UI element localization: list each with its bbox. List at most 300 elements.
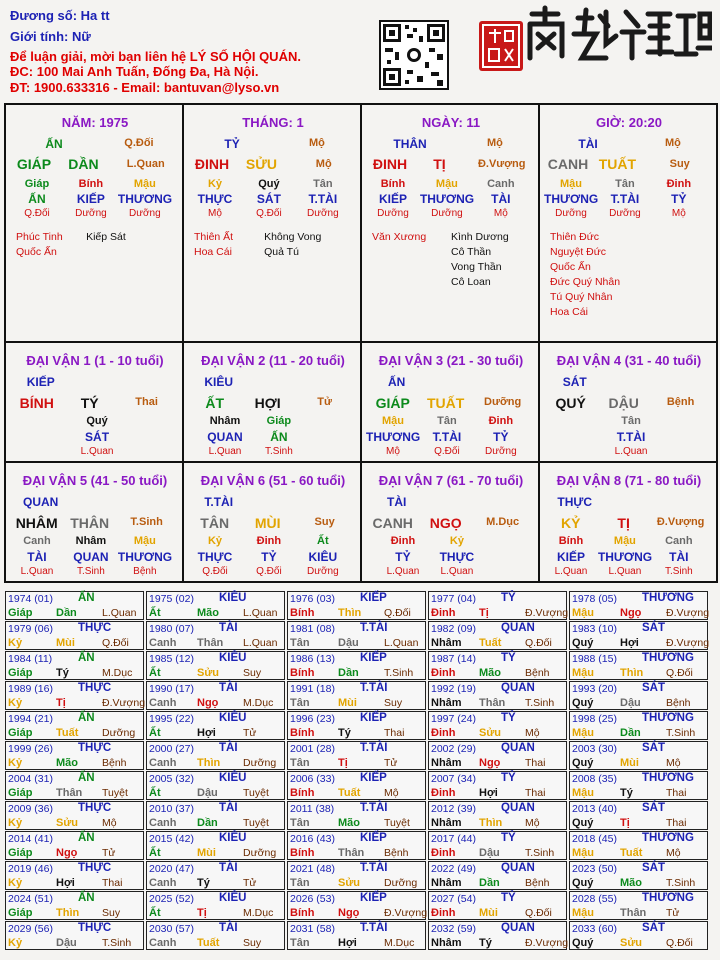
dai-van-hidden-god: THỰC [439, 550, 475, 564]
year-label: 2030 (57) [149, 923, 194, 935]
year-ten-god: KIÊU [219, 832, 247, 844]
year-stem: Kỷ [8, 877, 23, 889]
year-label: 1984 (11) [8, 653, 53, 665]
year-label: 2024 (51) [8, 893, 53, 905]
year-cell [428, 891, 567, 920]
year-state: M.Dục [102, 667, 133, 679]
year-label: 2021 (48) [290, 863, 335, 875]
star-auspicious: Phúc Tinh [16, 231, 63, 243]
year-ten-god: THỰC [78, 622, 112, 634]
year-branch: Ngọ [479, 757, 501, 769]
pillar-cell [4, 103, 184, 343]
year-cell [146, 651, 285, 680]
year-state: Dưỡng [102, 727, 136, 739]
dai-van-state: Tử [317, 396, 332, 408]
year-state: Thai [525, 757, 546, 769]
dai-van-stem: NHÂM [15, 515, 58, 531]
hidden-ten-god: T.TÀI [610, 192, 640, 206]
dai-van-hidden-god: TỶ [395, 550, 411, 564]
dai-van-state: Thai [135, 396, 158, 408]
dai-van-hidden-god: THƯƠNG [597, 550, 653, 564]
year-state: Q.Đối [384, 607, 411, 619]
year-ten-god: THƯƠNG [642, 712, 694, 724]
year-state: Mộ [525, 817, 540, 829]
year-ten-god: KIẾP [360, 592, 387, 604]
dai-van-ten-god: KIÊU [204, 375, 234, 389]
contact-line: Để luận giải, mời bạn liên hệ LÝ SỐ HỘI QUÁN. [10, 49, 301, 64]
year-label: 1995 (22) [149, 713, 194, 725]
dai-van-hidden-state: Dưỡng [307, 566, 339, 577]
dai-van-title: ĐẠI VẬN 7 (61 - 70 tuổi) [378, 473, 524, 488]
year-cell [428, 621, 567, 650]
year-cell [5, 861, 144, 890]
year-state: Bệnh [525, 667, 550, 679]
pillar-cell [538, 103, 718, 343]
year-branch: Mão [56, 757, 78, 769]
year-branch: Dậu [479, 847, 500, 859]
year-state: Đ.Vượng [666, 607, 710, 619]
year-branch: Tị [620, 817, 630, 829]
hidden-ten-god: THƯƠNG [419, 192, 475, 206]
year-stem: Ất [149, 787, 161, 799]
year-cell [5, 591, 144, 620]
hidden-ten-god: THƯƠNG [117, 192, 173, 206]
dai-van-hidden-stem: Mậu [133, 535, 156, 547]
year-cell [5, 771, 144, 800]
year-label: 2027 (54) [431, 893, 476, 905]
dai-van-state: Dưỡng [484, 396, 522, 408]
dai-van-hidden-state: Q.Đối [434, 446, 460, 457]
year-stem: Mậu [572, 607, 594, 619]
year-ten-god: KIẾP [360, 832, 387, 844]
year-ten-god: ẤN [78, 772, 95, 784]
year-state: L.Quan [243, 637, 278, 649]
year-stem: Ất [149, 667, 161, 679]
dai-van-branch: DẬU [608, 395, 639, 411]
star-inauspicious: Cô Thần [451, 246, 492, 258]
year-ten-god: T.TÀI [360, 922, 388, 934]
year-branch: Thìn [620, 667, 644, 679]
year-state: Mộ [666, 847, 681, 859]
year-branch: Dậu [338, 637, 359, 649]
year-ten-god: TỶ [501, 712, 516, 724]
dai-van-hidden-state: Q.Đối [202, 566, 228, 577]
owner-name: Đương số: Ha tt [10, 8, 110, 23]
year-cell [5, 621, 144, 650]
hidden-state: Dưỡng [75, 208, 107, 219]
year-state: M.Dục [243, 697, 274, 709]
dai-van-cell [182, 341, 362, 463]
year-label: 2008 (35) [572, 773, 617, 785]
year-stem: Giáp [8, 907, 33, 919]
dai-van-hidden-state: L.Quan [80, 446, 114, 457]
year-cell [428, 741, 567, 770]
dai-van-state: Bệnh [666, 396, 695, 408]
year-cell [287, 831, 426, 860]
year-label: 2004 (31) [8, 773, 53, 785]
year-label: 1996 (23) [290, 713, 335, 725]
hidden-state: Dưỡng [129, 208, 161, 219]
year-ten-god: KIÊU [219, 592, 247, 604]
year-stem: Quý [572, 697, 594, 709]
hidden-state: Dưỡng [307, 208, 339, 219]
year-cell [146, 621, 285, 650]
pillar-stem-state: Mộ [664, 137, 681, 149]
hidden-stem: Bính [380, 178, 406, 190]
year-branch: Tuất [197, 937, 220, 949]
year-state: Thai [102, 877, 123, 889]
year-stem: Kỷ [8, 937, 23, 949]
year-stem: Bính [290, 667, 315, 679]
year-state: Suy [243, 667, 262, 679]
year-ten-god: TỶ [501, 592, 516, 604]
year-label: 2015 (42) [149, 833, 194, 845]
year-ten-god: THƯƠNG [642, 592, 694, 604]
year-stem: Tân [290, 697, 310, 709]
dai-van-hidden-stem: Nhâm [209, 415, 241, 427]
year-ten-god: ẤN [78, 892, 95, 904]
hidden-state: Dưỡng [377, 208, 409, 219]
year-state: M.Dục [384, 937, 415, 949]
year-stem: Tân [290, 937, 310, 949]
year-branch: Dần [338, 667, 359, 679]
year-label: 2014 (41) [8, 833, 53, 845]
year-state: Mộ [525, 727, 540, 739]
pillar-title: NĂM: 1975 [61, 115, 129, 130]
year-state: Thai [666, 787, 687, 799]
year-stem: Nhâm [431, 697, 462, 709]
year-label: 1983 (10) [572, 623, 617, 635]
dai-van-hidden-state: L.Quan [614, 446, 648, 457]
year-state: Q.Đối [525, 907, 552, 919]
year-label: 2025 (52) [149, 893, 194, 905]
hidden-ten-god: T.TÀI [308, 192, 338, 206]
dai-van-title: ĐẠI VẬN 6 (51 - 60 tuổi) [200, 473, 346, 488]
year-cell [146, 831, 285, 860]
year-state: Bệnh [666, 697, 691, 709]
dai-van-stem: ẤT [205, 395, 225, 411]
year-stem: Đinh [431, 787, 456, 799]
year-branch: Tý [479, 937, 492, 949]
year-label: 2016 (43) [290, 833, 335, 845]
star-auspicious: Thiên Ất [194, 231, 234, 243]
year-label: 2029 (56) [8, 923, 53, 935]
year-label: 2003 (30) [572, 743, 617, 755]
pillar-cell [360, 103, 540, 343]
year-cell [5, 891, 144, 920]
star-auspicious: Hoa Cái [550, 306, 588, 318]
year-label: 2001 (28) [290, 743, 335, 755]
year-ten-god: TÀI [219, 802, 238, 814]
year-cell [569, 681, 708, 710]
dai-van-cell [538, 341, 718, 463]
year-state: Đ.Vượng [525, 937, 569, 949]
pillar-ten-god: ẤN [45, 137, 63, 151]
dai-van-hidden-state: Mộ [386, 446, 400, 457]
dai-van-hidden-stem: Giáp [266, 415, 292, 427]
pillar-stem-state: Mộ [308, 137, 325, 149]
year-state: Tử [243, 877, 257, 889]
year-branch: Hợi [620, 637, 639, 649]
year-state: Tuyệt [102, 787, 128, 799]
pillar-heavenly-stem: CANH [547, 156, 589, 172]
star-inauspicious: Cô Loan [451, 276, 491, 288]
pillar-heavenly-stem: GIÁP [16, 156, 52, 172]
year-branch: Tị [338, 757, 348, 769]
year-label: 2033 (60) [572, 923, 617, 935]
year-state: Q.Đối [666, 937, 693, 949]
dai-van-hidden-stem: Mậu [613, 535, 636, 547]
hidden-ten-god: TÀI [491, 192, 511, 206]
year-ten-god: THƯƠNG [642, 832, 694, 844]
year-cell [428, 681, 567, 710]
year-branch: Tý [338, 727, 351, 739]
dai-van-stem: KỶ [560, 515, 581, 531]
year-cell [428, 801, 567, 830]
year-cell [146, 891, 285, 920]
hidden-stem: Mậu [435, 178, 458, 190]
year-stem: Đinh [431, 847, 456, 859]
year-stem: Quý [572, 817, 594, 829]
dai-van-title: ĐẠI VẬN 2 (11 - 20 tuổi) [201, 353, 345, 368]
year-branch: Thân [197, 637, 224, 649]
dai-van-hidden-god: THỰC [197, 550, 233, 564]
year-branch: Tý [197, 877, 210, 889]
year-cell [287, 651, 426, 680]
brand-logo-icon [522, 4, 712, 64]
year-stem: Đinh [431, 607, 456, 619]
hidden-stem: Giáp [24, 178, 50, 190]
hidden-stem: Tân [313, 178, 333, 190]
dai-van-hidden-state: L.Quan [608, 566, 642, 577]
year-stem: Bính [290, 847, 315, 859]
year-stem: Ất [149, 607, 161, 619]
year-stem: Kỷ [8, 817, 23, 829]
year-label: 1992 (19) [431, 683, 476, 695]
dai-van-branch: THÂN [70, 515, 110, 531]
year-stem: Giáp [8, 787, 33, 799]
year-branch: Dậu [620, 697, 641, 709]
year-cell [146, 801, 285, 830]
year-ten-god: TÀI [219, 922, 238, 934]
year-stem: Tân [290, 817, 310, 829]
hidden-state: Q.Đối [24, 208, 50, 219]
year-cell [428, 831, 567, 860]
year-stem: Tân [290, 637, 310, 649]
year-ten-god: TỶ [501, 772, 516, 784]
hidden-stem: Mậu [559, 178, 582, 190]
hidden-stem: Quý [258, 178, 280, 190]
year-state: Đ.Vượng [525, 607, 569, 619]
year-branch: Ngọ [56, 847, 78, 859]
hidden-ten-god: SÁT [256, 192, 281, 206]
year-branch: Dần [620, 727, 641, 739]
year-ten-god: T.TÀI [360, 862, 388, 874]
year-branch: Mùi [56, 637, 75, 649]
year-state: Đ.Vượng [102, 697, 146, 709]
address-line: ĐC: 100 Mai Anh Tuấn, Đống Đa, Hà Nội. [10, 64, 259, 79]
star-auspicious: Thiên Đức [550, 231, 600, 243]
year-ten-god: SÁT [642, 922, 665, 934]
dai-van-hidden-state: Q.Đối [256, 566, 282, 577]
star-auspicious: Đức Quý Nhân [550, 276, 621, 288]
year-cell [5, 801, 144, 830]
year-stem: Bính [290, 907, 315, 919]
pillar-earthly-branch: DẦN [68, 156, 99, 172]
dai-van-hidden-god: TỶ [261, 550, 277, 564]
year-stem: Bính [290, 727, 315, 739]
dai-van-hidden-state: L.Quan [554, 566, 588, 577]
star-auspicious: Văn Xương [372, 231, 427, 243]
dai-van-ten-god: QUAN [23, 495, 59, 509]
year-label: 1989 (16) [8, 683, 53, 695]
year-label: 2002 (29) [431, 743, 476, 755]
year-ten-god: KIẾP [360, 892, 387, 904]
year-state: Thai [525, 787, 546, 799]
pillar-heavenly-stem: ĐINH [194, 156, 230, 172]
dai-van-hidden-stem: Quý [86, 415, 108, 427]
hidden-stem: Kỷ [207, 178, 222, 190]
star-inauspicious: Quả Tú [264, 246, 299, 258]
year-label: 2009 (36) [8, 803, 53, 815]
star-inauspicious: Không Vong [264, 231, 322, 243]
year-branch: Dần [197, 817, 218, 829]
year-ten-god: ẤN [78, 592, 95, 604]
year-branch: Sửu [197, 667, 220, 679]
phone-email-line: ĐT: 1900.633316 - Email: bantuvan@lyso.vn [10, 80, 280, 95]
dai-van-hidden-god: TÀI [669, 550, 689, 564]
year-ten-god: QUAN [501, 922, 535, 934]
year-label: 2028 (55) [572, 893, 617, 905]
hidden-stem: Tân [615, 178, 635, 190]
year-stem: Giáp [8, 727, 33, 739]
year-cell [5, 831, 144, 860]
dai-van-cell [4, 341, 184, 463]
year-cell [569, 741, 708, 770]
year-cell [569, 711, 708, 740]
pillar-title: NGÀY: 11 [421, 115, 481, 130]
year-stem: Giáp [8, 667, 33, 679]
dai-van-stem: TÂN [200, 515, 230, 531]
year-stem: Tân [290, 757, 310, 769]
dai-van-branch: NGỌ [429, 515, 462, 531]
year-ten-god: QUAN [501, 802, 535, 814]
hidden-stem: Bính [78, 178, 104, 190]
dai-van-hidden-god: SÁT [85, 430, 110, 444]
dai-van-hidden-god: QUAN [207, 430, 243, 444]
dai-van-state: Đ.Vượng [656, 516, 705, 528]
pillar-ten-god: THÂN [393, 137, 427, 151]
year-branch: Mùi [338, 697, 357, 709]
year-ten-god: SÁT [642, 682, 665, 694]
qr-code-icon [379, 20, 449, 90]
year-ten-god: T.TÀI [360, 622, 388, 634]
year-label: 2012 (39) [431, 803, 476, 815]
dai-van-hidden-stem: Đinh [488, 415, 514, 427]
year-label: 1986 (13) [290, 653, 335, 665]
pillar-branch-state: Mộ [315, 158, 332, 170]
year-ten-god: SÁT [642, 742, 665, 754]
year-branch: Hợi [56, 877, 75, 889]
dai-van-cell [182, 461, 362, 583]
year-label: 1979 (06) [8, 623, 53, 635]
dai-van-hidden-god: TÀI [27, 550, 47, 564]
year-cell [569, 771, 708, 800]
year-stem: Đinh [431, 667, 456, 679]
year-ten-god: TÀI [219, 622, 238, 634]
dai-van-branch: MÙI [254, 515, 281, 531]
year-state: Mộ [384, 787, 399, 799]
year-label: 1993 (20) [572, 683, 617, 695]
dai-van-hidden-stem: Canh [665, 535, 693, 547]
year-stem: Quý [572, 637, 594, 649]
year-label: 1974 (01) [8, 593, 53, 605]
year-ten-god: SÁT [642, 622, 665, 634]
year-stem: Mậu [572, 907, 594, 919]
dai-van-hidden-stem: Canh [23, 535, 51, 547]
year-label: 2017 (44) [431, 833, 476, 845]
year-ten-god: THƯƠNG [642, 772, 694, 784]
year-branch: Thân [620, 907, 647, 919]
hidden-state: Mộ [493, 208, 508, 219]
year-cell [569, 801, 708, 830]
year-ten-god: QUAN [501, 622, 535, 634]
year-branch: Tuất [620, 847, 643, 859]
dai-van-stem: CANH [372, 515, 413, 531]
year-branch: Thìn [479, 817, 503, 829]
year-ten-god: THỰC [78, 862, 112, 874]
year-state: Bệnh [384, 847, 409, 859]
year-cell [569, 651, 708, 680]
year-stem: Canh [149, 697, 177, 709]
year-stem: Mậu [572, 847, 594, 859]
year-stem: Mậu [572, 727, 594, 739]
year-stem: Canh [149, 877, 177, 889]
year-stem: Đinh [431, 907, 456, 919]
hidden-stem: Mậu [133, 178, 156, 190]
year-label: 1976 (03) [290, 593, 335, 605]
year-cell [5, 651, 144, 680]
year-state: T.Sinh [666, 877, 696, 889]
year-ten-god: T.TÀI [360, 742, 388, 754]
hidden-ten-god: ẤN [28, 192, 46, 206]
pillar-earthly-branch: TỊ [433, 156, 446, 172]
dai-van-hidden-state: T.Sinh [265, 446, 293, 457]
year-state: Dưỡng [243, 757, 277, 769]
seal-stamp-icon [479, 21, 523, 71]
year-state: Tử [384, 757, 398, 769]
year-label: 1982 (09) [431, 623, 476, 635]
pillar-earthly-branch: SỬU [245, 156, 277, 172]
year-branch: Tuất [338, 787, 361, 799]
year-stem: Ất [149, 847, 161, 859]
year-state: Bệnh [525, 877, 550, 889]
year-ten-god: T.TÀI [360, 802, 388, 814]
dai-van-ten-god: TÀI [387, 495, 407, 509]
dai-van-hidden-stem: Đinh [390, 535, 416, 547]
year-branch: Hợi [479, 787, 498, 799]
dai-van-ten-god: THỰC [557, 495, 592, 509]
dai-van-hidden-stem: Nhâm [75, 535, 107, 547]
year-branch: Tị [197, 907, 207, 919]
year-stem: Bính [290, 787, 315, 799]
dai-van-ten-god: KIẾP [26, 375, 55, 389]
dai-van-cell [4, 461, 184, 583]
dai-van-hidden-state: Dưỡng [485, 446, 517, 457]
year-cell [287, 591, 426, 620]
year-cell [569, 591, 708, 620]
year-ten-god: THỰC [78, 682, 112, 694]
